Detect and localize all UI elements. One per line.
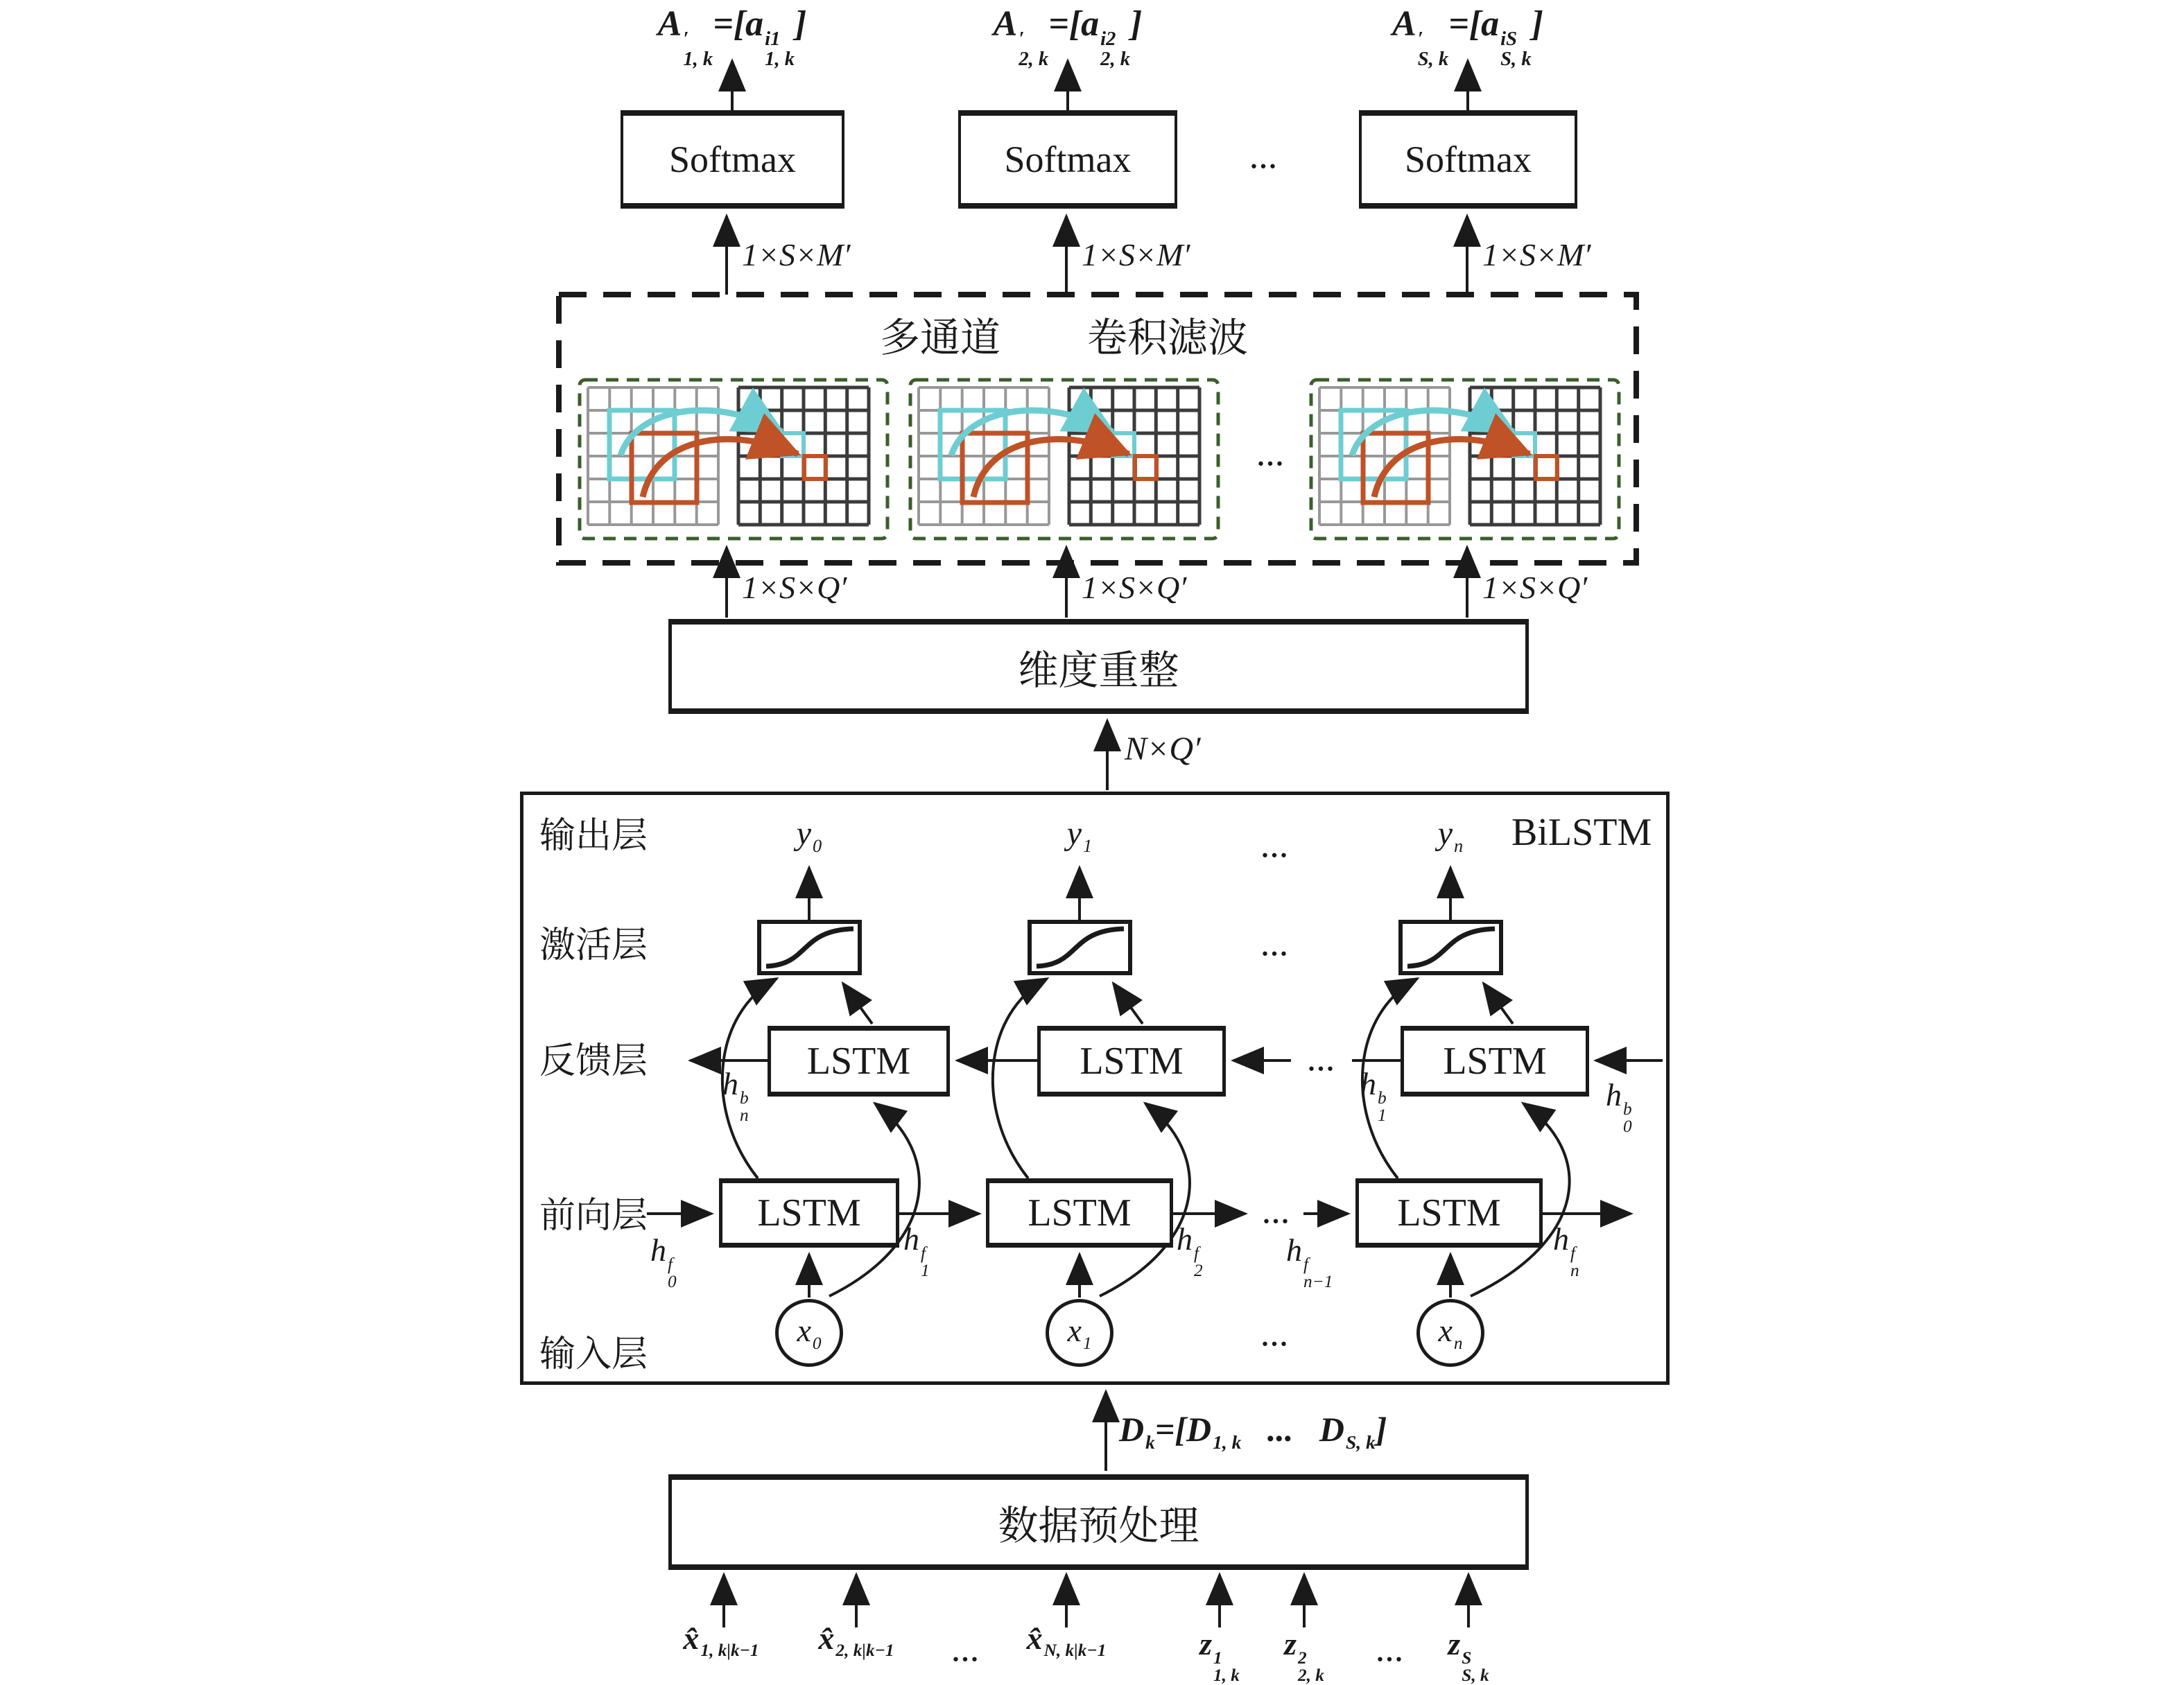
bottom-input-z1: z 1 1, k <box>1199 1626 1240 1685</box>
h-fwd-1: h f 1 <box>903 1221 930 1280</box>
h-back-1: h b 1 <box>1360 1066 1387 1125</box>
output-row-ellipsis: ... <box>1260 823 1289 865</box>
attention-output-formula-1: A ′ 1, k =[a i1 1, k ] <box>657 4 807 70</box>
output-yn: $y_n$ <box>1437 815 1464 856</box>
conv-title-filter: 卷积滤波 <box>1086 315 1249 360</box>
dim-label-softmax-2: 1×S×M′ <box>1082 237 1190 272</box>
backward-lstm-1: LSTM <box>768 1026 950 1097</box>
forward-lstm-3: LSTM <box>1355 1178 1543 1248</box>
h-fwd-0: h f 0 <box>650 1232 677 1291</box>
dim-label-softmax-3: 1×S×M′ <box>1482 237 1591 272</box>
softmax-box-1: Softmax <box>621 110 844 209</box>
input-circle-x1: $x_1$ <box>1046 1299 1113 1367</box>
layer-label-input: 输入层 <box>539 1335 648 1374</box>
backward-row-ellipsis: ... <box>1306 1037 1335 1079</box>
backward-lstm-2: LSTM <box>1037 1026 1226 1097</box>
bottom-input-xN: $x̂_{N, k|k-1}$ <box>1026 1621 1107 1661</box>
dim-label-conv-1: 1×S×Q′ <box>742 570 847 605</box>
dim-label-conv-2: 1×S×Q′ <box>1082 570 1187 605</box>
h-fwd-2: h f 2 <box>1177 1221 1203 1280</box>
preprocess-box: 数据预处理 <box>668 1474 1529 1570</box>
softmax-box-2: Softmax <box>958 110 1177 209</box>
bottom-input-zS: z S S, k <box>1448 1626 1489 1685</box>
output-y1: $y_1$ <box>1066 815 1093 856</box>
layer-label-feedback: 反馈层 <box>539 1042 648 1081</box>
bilstm-title: BiLSTM <box>1511 811 1652 854</box>
attention-output-formula-2: A ′ 2, k =[a i2 2, k ] <box>993 4 1143 70</box>
layer-label-output: 输出层 <box>539 817 648 856</box>
input-circle-x0: $x_0$ <box>775 1299 843 1367</box>
conv-row-ellipsis: ... <box>1256 432 1285 473</box>
conv-title-multichannel: 多通道 <box>879 315 1001 360</box>
attention-output-formula-3: A ′ S, k =[a iS S, k ] <box>1392 4 1543 70</box>
bottom-input-x2: $x̂_{2, k|k-1}$ <box>818 1621 894 1661</box>
softmax-box-3: Softmax <box>1359 110 1577 209</box>
h-fwd-n: h f n <box>1553 1221 1579 1280</box>
h-back-n: h b n <box>722 1066 749 1125</box>
conv-units <box>580 380 1619 539</box>
dim-label-reshape-input: N×Q′ <box>1125 731 1201 767</box>
dim-label-conv-3: 1×S×Q′ <box>1482 570 1588 605</box>
forward-row-ellipsis: ... <box>1261 1189 1290 1231</box>
bottom-input-x1: $x̂_{1, k|k-1}$ <box>683 1621 759 1661</box>
activation-row-ellipsis: ... <box>1260 922 1289 963</box>
forward-lstm-2: LSTM <box>986 1178 1173 1248</box>
input-circle-xn: $x_n$ <box>1416 1299 1484 1367</box>
arrows-bottom-inputs <box>724 1575 1468 1627</box>
output-y0: $y_0$ <box>796 815 822 856</box>
input-row-ellipsis: ... <box>1260 1312 1289 1354</box>
preprocess-output-formula: $D_k=[D_{1, k}$ ... $D_{S, k}$] <box>1119 1410 1387 1453</box>
layer-label-forward: 前向层 <box>539 1196 648 1236</box>
reshape-box: 维度重整 <box>668 619 1529 714</box>
backward-lstm-3: LSTM <box>1401 1026 1589 1097</box>
h-back-0: h b 0 <box>1606 1077 1632 1136</box>
bottom-input-z2: z 2 2, k <box>1284 1626 1324 1685</box>
layer-label-activation: 激活层 <box>539 926 648 966</box>
forward-lstm-1: LSTM <box>719 1178 899 1248</box>
h-fwd-n-1: h f n−1 <box>1286 1232 1333 1291</box>
bottom-input-ellipsis-1: ... <box>951 1627 980 1669</box>
dim-label-softmax-1: 1×S×M′ <box>742 237 851 272</box>
softmax-row-ellipsis: ... <box>1249 134 1278 176</box>
bottom-input-ellipsis-2: ... <box>1375 1627 1404 1669</box>
